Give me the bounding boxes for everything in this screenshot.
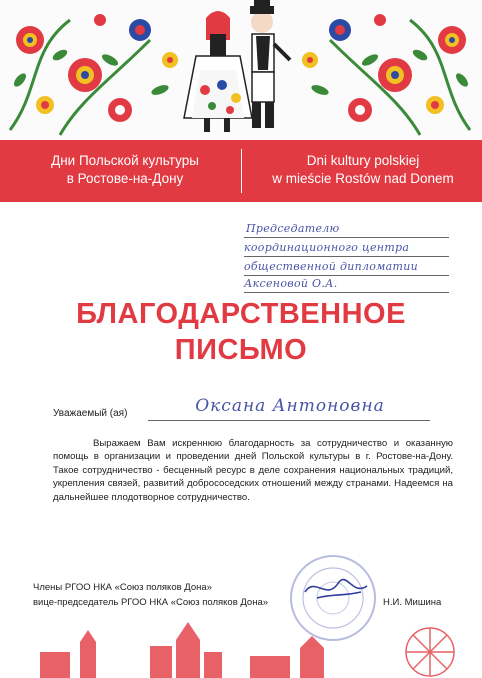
- letter-body: [53, 437, 453, 504]
- recipient-name: Оксана Антоновна: [195, 396, 385, 416]
- document-title-line-1: БЛАГОДАРСТВЕННОЕ: [76, 298, 406, 330]
- addressee-rule-3: [244, 275, 449, 276]
- greeting-label: Уважаемый (ая): [53, 408, 128, 419]
- signature-line-2: вице-председатель РГОО НКА «Союз поляков Дона»: [33, 597, 269, 608]
- band-left-line1: Дни Польской культуры: [51, 153, 199, 168]
- band-divider: [241, 149, 242, 193]
- city-skyline-footer: [0, 612, 482, 678]
- addressee-rule-1: [244, 237, 449, 238]
- header-band-russian: [10, 152, 240, 188]
- addressee-rule-4: [244, 292, 449, 293]
- signatory-name: Н.И. Мишина: [383, 597, 442, 608]
- folk-ornament-header: [0, 0, 482, 140]
- addressee-line-2: координационного центра: [244, 241, 410, 254]
- addressee-line-1: Председателю: [246, 222, 340, 235]
- recipient-rule: [148, 420, 430, 421]
- addressee-line-3: общественной дипломатии: [244, 260, 418, 273]
- header-band: [0, 140, 482, 202]
- addressee-rule-2: [244, 256, 449, 257]
- band-right-line1: Dni kultury polskiej: [306, 153, 420, 168]
- addressee-line-4: Аксеновой О.А.: [244, 277, 338, 290]
- header-band-polish: [248, 152, 478, 188]
- document-title-line-2: ПИСЬМО: [174, 334, 308, 366]
- signature-line-1: Члены РГОО НКА «Союз поляков Дона»: [33, 582, 212, 593]
- letter-body-paragraph: Выражаем Вам искреннюю благодарность за сотрудничество и оказанную помощь в организации и проведении дней Польской культуры в г. Ростове-на-Дону. Такое сотрудничество - бесценный ресурс в деле сохранения национальных традиций, укрепления связей, развитий добрососедских отношений между странами. Надеемся на дальнейшее плодотворное сотрудничество.: [53, 438, 453, 503]
- band-right-line2: w mieście Rostów nad Donem: [272, 171, 454, 186]
- band-left-line2: в Ростове-на-Дону: [66, 171, 184, 186]
